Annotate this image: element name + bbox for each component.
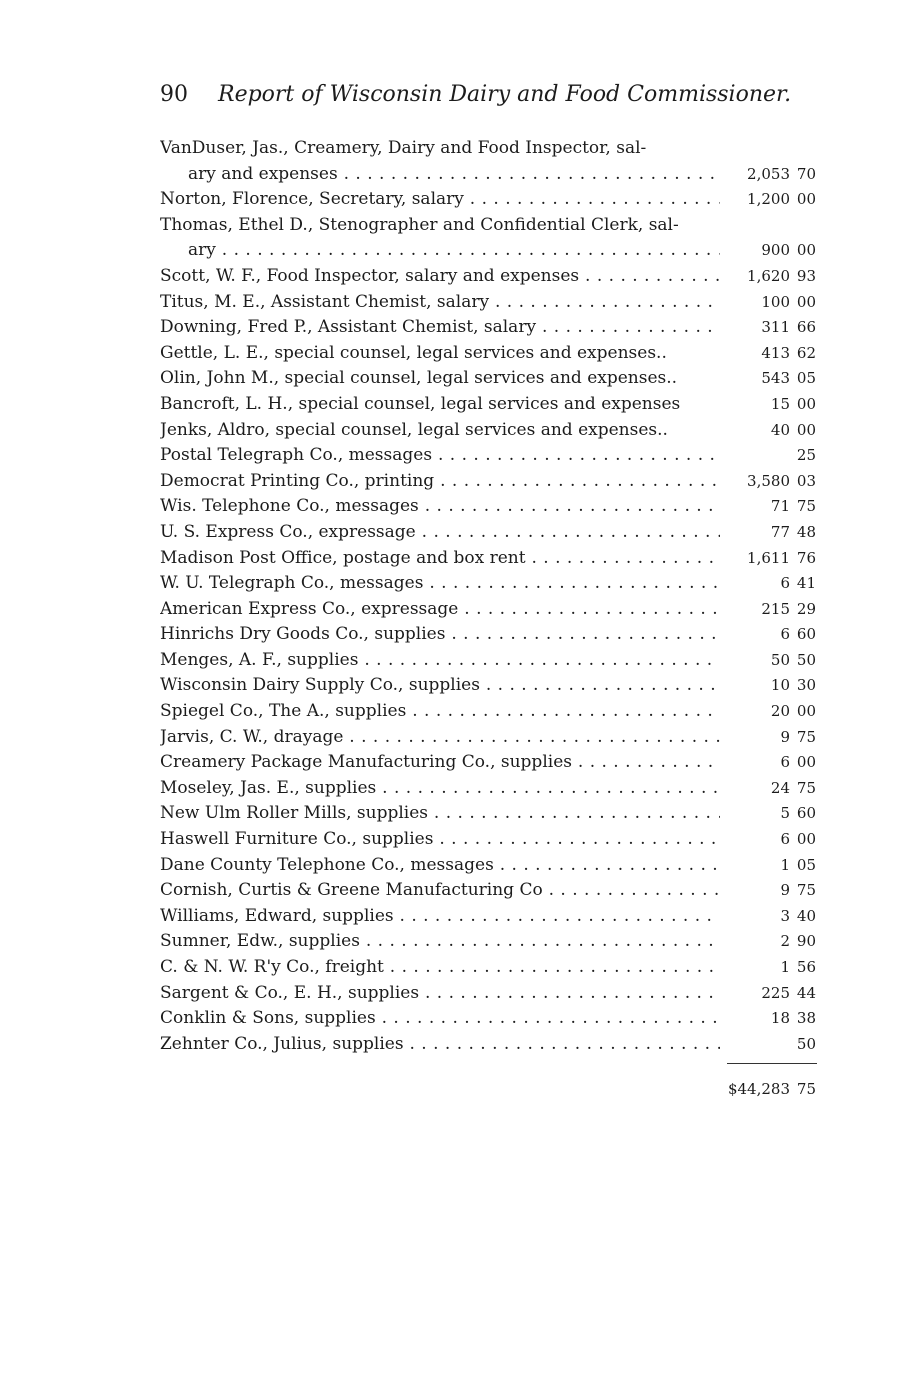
entry-cents: 00 [796,420,816,439]
entry-cents: 30 [796,676,816,695]
entry-description: Titus, M. E., Assistant Chemist, salary . . . [160,290,720,316]
entry-dollars: 15 [770,394,790,413]
expense-entry [160,443,820,469]
page-header [160,82,820,114]
entry-description: Menges, A. F., supplies . . . [160,648,720,674]
entry-cents: 90 [796,932,816,951]
entry-description: Sargent & Co., E. H., supplies . . . [160,981,720,1007]
entry-cents: 93 [796,266,816,285]
expense-entry [160,673,820,699]
entry-cents: 62 [796,343,816,362]
entry-description: Sumner, Edw., supplies . . . [160,929,720,955]
entry-dollars: 1 [780,958,790,976]
entry-description: Downing, Fred P., Assistant Chemist, salary . . . [160,315,720,341]
expense-entry [160,801,820,827]
entry-description: Creamery Package Manufacturing Co., supplies . . . [160,750,720,776]
entry-cents: 50 [796,650,816,669]
expense-entry [160,622,820,648]
entry-line [160,494,820,520]
entry-dollars: 225 [761,983,790,1002]
entry-dollars: 543 [761,369,790,388]
entry-line [160,725,820,751]
entry-line [160,546,820,572]
total-dollars: $44,283 [727,1080,790,1098]
entry-dollars: 3,580 [747,471,790,490]
entry-cents: 48 [796,522,816,541]
entry-line [160,904,820,930]
entry-line [160,597,820,623]
entry-line [160,929,820,955]
entry-dollars: 40 [770,420,790,439]
entry-cents: 60 [796,625,816,644]
expense-entry [160,264,820,290]
entry-cents: 05 [796,369,816,388]
entry-cents: 00 [796,753,816,772]
entry-dollars: 18 [770,1009,790,1028]
entry-dollars: 71 [770,497,790,516]
entry-description: Postal Telegraph Co., messages . . . [160,443,720,469]
running-title: Report of Wisconsin Dairy and Food Commissioner. [218,82,792,107]
page-number: 90 [160,82,188,107]
entry-cents: 70 [796,164,816,183]
entry-dollars: 50 [770,650,790,669]
entry-cents: 38 [796,1009,816,1028]
entry-dollars: 10 [770,676,790,695]
entry-description: Thomas, Ethel D., Stenographer and Confidential Clerk, sal- [160,214,679,235]
entry-description: Spiegel Co., The A., supplies . . . [160,699,720,725]
entry-dollars: 9 [780,727,790,746]
expense-entry [160,494,820,520]
entry-description: Jenks, Aldro, special counsel, legal services and expenses.. [160,419,668,440]
entry-description: Williams, Edward, supplies . . . [160,904,720,930]
entry-description: Bancroft, L. H., special counsel, legal services and expenses [160,393,681,414]
entry-dollars: 6 [780,830,790,849]
entry-line [160,571,820,597]
entry-cents: 00 [796,241,816,260]
entry-dollars: 1,611 [747,548,790,567]
entry-dollars: 1 [780,855,790,874]
total-cents: 75 [796,1080,816,1098]
entry-line [160,801,820,827]
expense-entry [160,418,820,444]
entry-line [160,776,820,802]
entry-cents: 56 [796,958,816,976]
entry-description: Wis. Telephone Co., messages . . . [160,494,720,520]
entry-dollars: 1,200 [747,190,790,209]
entry-line [160,648,820,674]
expense-entry [160,315,820,341]
entry-cents: 44 [796,983,816,1002]
entry-line [160,290,820,316]
entry-line [160,187,820,213]
entry-description: Moseley, Jas. E., supplies . . . [160,776,720,802]
entry-dollars: 311 [761,318,790,337]
entry-dollars: 3 [780,906,790,925]
entry-line [160,366,820,392]
entry-dollars: 2,053 [747,164,790,183]
expense-list [160,136,820,1057]
expense-entry [160,520,820,546]
entry-line [160,238,820,264]
entry-line [160,469,820,495]
entry-dollars: 900 [761,241,790,260]
entry-line [160,520,820,546]
entry-cents: 50 [796,1034,816,1053]
entry-cents: 00 [796,190,816,209]
entry-dollars: 9 [780,881,790,900]
entry-line [160,878,820,904]
entry-description: New Ulm Roller Mills, supplies . . . [160,801,720,827]
entry-dollars: 6 [780,753,790,772]
entry-description: Zehnter Co., Julius, supplies . . . [160,1032,720,1058]
entry-description: Jarvis, C. W., drayage . . . [160,725,720,751]
expense-entry [160,776,820,802]
entry-description: Madison Post Office, postage and box rent . . . [160,546,720,572]
entry-line [160,853,820,879]
entry-line [160,981,820,1007]
entry-line [160,1032,820,1058]
entry-description: American Express Co., expressage . . . [160,597,720,623]
entry-cents: 66 [796,318,816,337]
entry-description: Dane County Telephone Co., messages . . . [160,853,720,879]
entry-description: ary . . . [188,238,720,264]
entry-description: Norton, Florence, Secretary, salary . . . [160,187,720,213]
entry-cents: 41 [796,574,816,593]
entry-line [160,443,820,469]
entry-description: Haswell Furniture Co., supplies . . . [160,827,720,853]
entry-dollars: 2 [780,932,790,951]
entry-cents: 60 [796,804,816,823]
entry-description: Gettle, L. E., special counsel, legal services and expenses.. [160,342,667,363]
entry-line [160,1006,820,1032]
entry-cents: 00 [796,292,816,311]
expense-entry [160,699,820,725]
expense-entry [160,341,820,367]
entry-description: Conklin & Sons, supplies . . . [160,1006,720,1032]
entry-cents: 75 [796,778,816,797]
entry-line [160,750,820,776]
expense-entry [160,213,820,264]
expense-entry [160,827,820,853]
entry-line [160,418,820,444]
expense-entry [160,1006,820,1032]
expense-entry [160,648,820,674]
entry-description: W. U. Telegraph Co., messages . . . [160,571,720,597]
entry-cents: 25 [796,446,816,465]
entry-description: Democrat Printing Co., printing . . . [160,469,720,495]
entry-description: U. S. Express Co., expressage . . . [160,520,720,546]
expense-entry [160,571,820,597]
entry-cents: 00 [796,394,816,413]
expense-entry [160,853,820,879]
entry-dollars: 413 [761,343,790,362]
entry-description: Olin, John M., special counsel, legal services and expenses.. [160,368,678,389]
entry-line [160,699,820,725]
entry-line [160,136,820,162]
expense-entry [160,469,820,495]
entry-cents: 40 [796,906,816,925]
entry-line [160,955,820,981]
expense-entry [160,290,820,316]
entry-line [160,622,820,648]
expense-entry [160,392,820,418]
expense-entry [160,955,820,981]
entry-line [160,827,820,853]
entry-dollars: 6 [780,574,790,593]
entry-cents: 03 [796,471,816,490]
entry-line [160,213,820,239]
entry-cents: 29 [796,599,816,618]
entry-description: Hinrichs Dry Goods Co., supplies . . . [160,622,720,648]
entry-dollars: 100 [761,292,790,311]
entry-line [160,162,820,188]
entry-dollars: 20 [770,702,790,721]
entry-dollars: 5 [780,804,790,823]
expense-entry [160,597,820,623]
entry-description: C. & N. W. R'y Co., freight . . . [160,955,720,981]
entry-line [160,315,820,341]
entry-line [160,673,820,699]
entry-description: ary and expenses . . . [188,162,720,188]
expense-entry [160,546,820,572]
entry-cents: 05 [796,855,816,874]
entry-dollars: 77 [770,522,790,541]
entry-description: Scott, W. F., Food Inspector, salary and expenses . . . [160,264,720,290]
entry-dollars: 6 [780,625,790,644]
entry-description: Wisconsin Dairy Supply Co., supplies . . . [160,673,720,699]
expense-entry [160,136,820,187]
expense-entry [160,1032,820,1058]
total-rule [727,1063,817,1064]
entry-line [160,392,820,418]
entry-line [160,341,820,367]
entry-description: Cornish, Curtis & Greene Manufacturing Co . . . [160,878,720,904]
entry-cents: 75 [796,497,816,516]
expense-entry [160,187,820,213]
expense-entry [160,904,820,930]
expense-entry [160,366,820,392]
entry-cents: 00 [796,830,816,849]
expense-entry [160,878,820,904]
entry-dollars: 1,620 [747,266,790,285]
expense-entry [160,929,820,955]
expense-entry [160,750,820,776]
entry-cents: 00 [796,702,816,721]
entry-line [160,264,820,290]
entry-cents: 75 [796,881,816,900]
expense-entry [160,981,820,1007]
expense-entry [160,725,820,751]
entry-dollars: 215 [761,599,790,618]
entry-dollars: 24 [770,778,790,797]
entry-cents: 75 [796,727,816,746]
grand-total [660,1080,820,1104]
entry-description: VanDuser, Jas., Creamery, Dairy and Food Inspector, sal- [160,138,647,158]
entry-cents: 76 [796,548,816,567]
